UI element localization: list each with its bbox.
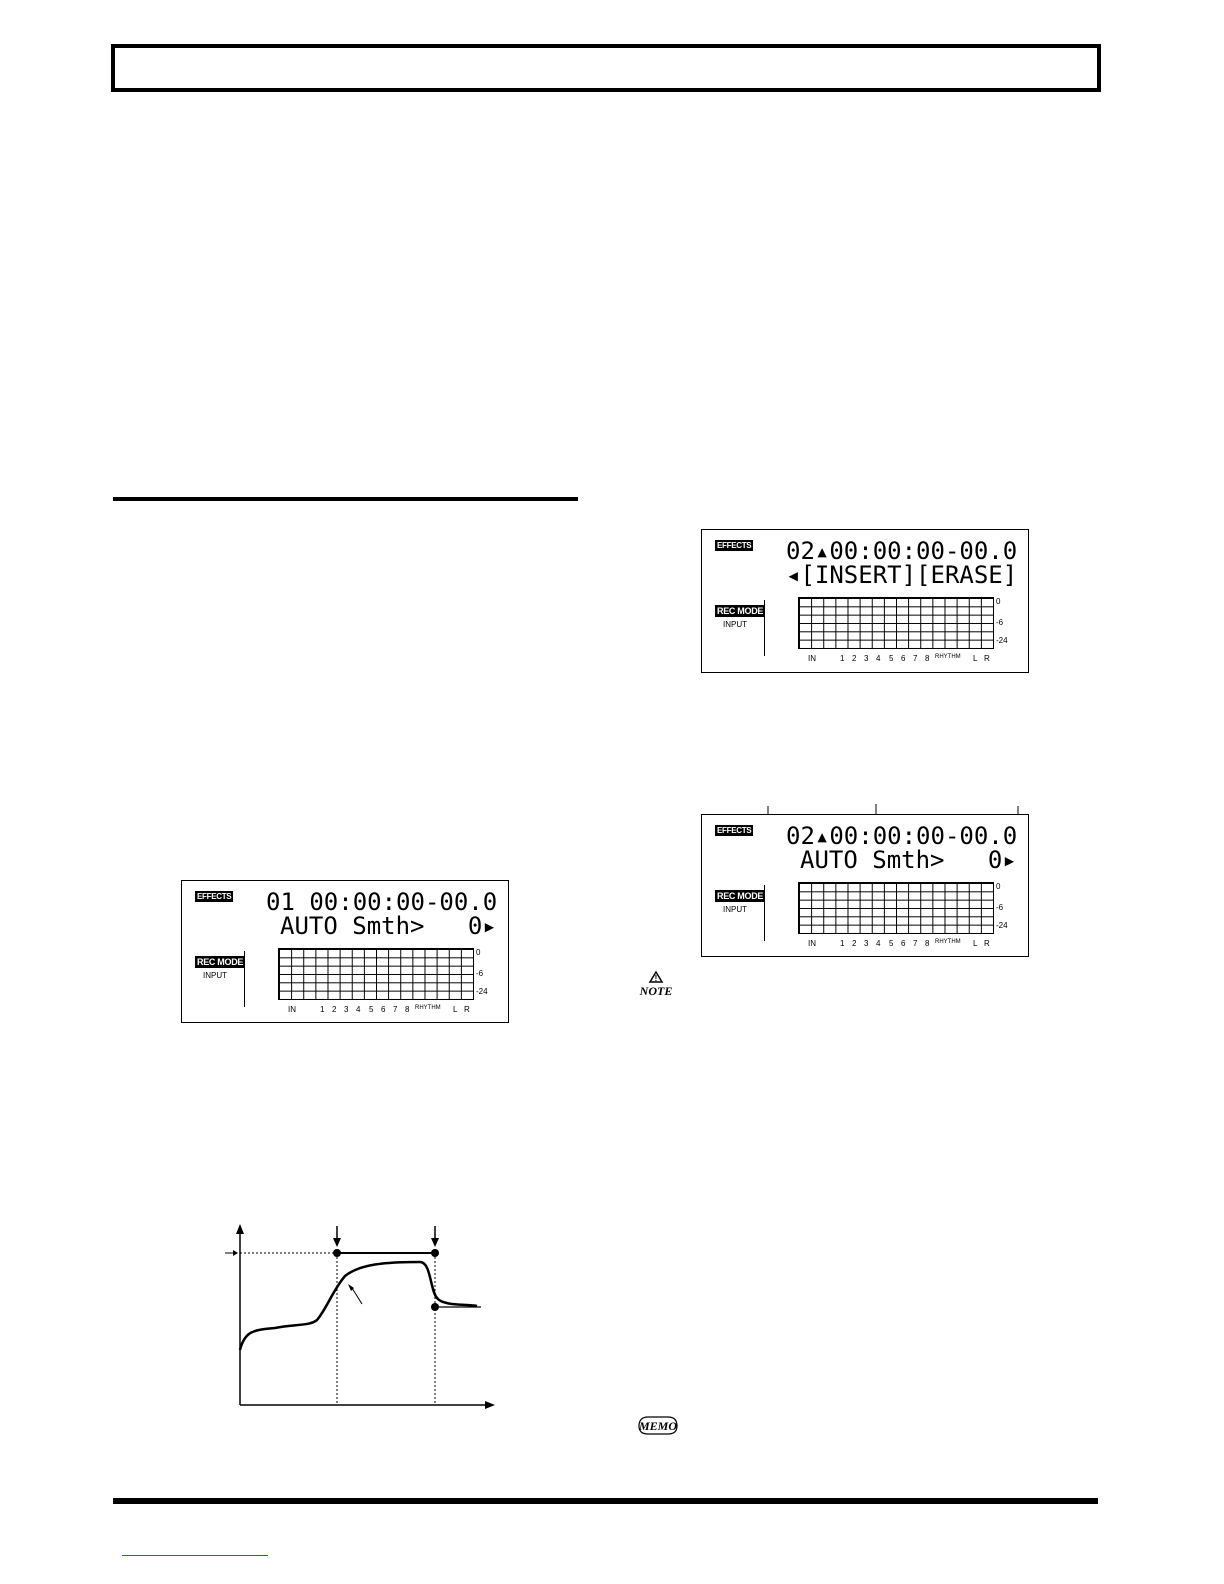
memo-icon-label: MEMO: [638, 1419, 678, 1433]
channel-label: 1: [840, 939, 845, 948]
channel-label: 2: [852, 654, 857, 663]
footer-rule: [113, 1498, 1098, 1504]
divider-line: [764, 885, 765, 941]
rec-mode-badge: REC MODE: [197, 957, 244, 967]
channel-label: R: [984, 654, 990, 663]
effects-badge: EFFECTS: [717, 826, 752, 835]
channel-label: 3: [344, 1005, 349, 1014]
scale-0: 0: [996, 882, 1001, 891]
channel-label: 1: [840, 654, 845, 663]
svg-text:!: !: [654, 974, 658, 983]
channel-label: 1: [320, 1005, 325, 1014]
channel-label: 7: [913, 654, 918, 663]
input-label: INPUT: [723, 620, 747, 629]
divider-line: [244, 951, 245, 1007]
channel-labels: [802, 939, 1002, 949]
effects-badge: EFFECTS: [197, 892, 232, 901]
channel-label: 4: [356, 1005, 361, 1014]
channel-label: RHYTHM: [935, 654, 961, 660]
channel-labels: [802, 654, 1002, 664]
channel-label: 7: [913, 939, 918, 948]
channel-label: 8: [405, 1005, 410, 1014]
lcd-display-3: [701, 814, 1029, 957]
channel-label: IN: [288, 1005, 296, 1014]
channel-label: 6: [381, 1005, 386, 1014]
scale-6: -6: [996, 903, 1004, 912]
lcd-line-1: 02▴00:00:00-00.0: [786, 822, 1018, 850]
lcd-line-1: 02▴00:00:00-00.0: [786, 537, 1018, 565]
channel-label: 5: [889, 654, 894, 663]
scale-0: 0: [476, 948, 481, 957]
memo-icon: [636, 1412, 680, 1438]
channel-label: 7: [393, 1005, 398, 1014]
lcd-line-1: 01 00:00:00-00.0: [266, 888, 498, 916]
channel-label: IN: [808, 939, 816, 948]
channel-label: 8: [925, 654, 930, 663]
section-rule: [113, 497, 578, 501]
effects-badge: EFFECTS: [717, 541, 752, 550]
channel-label: RHYTHM: [935, 939, 961, 945]
channel-label: 4: [876, 939, 881, 948]
scale-24: -24: [996, 921, 1008, 930]
channel-label: L: [453, 1005, 458, 1014]
scale-0: 0: [996, 597, 1001, 606]
channel-label: 4: [876, 654, 881, 663]
scale-6: -6: [476, 969, 484, 978]
channel-label: 2: [852, 939, 857, 948]
channel-label: 3: [864, 654, 869, 663]
channel-label: L: [973, 939, 978, 948]
level-meter-grid: [278, 948, 474, 1000]
channel-label: 3: [864, 939, 869, 948]
channel-label: 6: [901, 939, 906, 948]
channel-label: 8: [925, 939, 930, 948]
channel-label: 5: [889, 939, 894, 948]
level-graph: [225, 1220, 505, 1420]
scale-24: -24: [996, 636, 1008, 645]
channel-labels: [282, 1005, 482, 1015]
note-icon-label: NOTE: [639, 984, 673, 998]
lcd-line-2: AUTO Smth> 0▸: [800, 846, 1017, 874]
channel-label: RHYTHM: [415, 1005, 441, 1011]
level-meter-grid: [798, 882, 994, 934]
footer-link-underline[interactable]: [122, 1555, 268, 1556]
input-label: INPUT: [203, 971, 227, 980]
divider-line: [764, 600, 765, 656]
lcd-line-2: ◂[INSERT][ERASE]: [786, 561, 1018, 589]
channel-label: IN: [808, 654, 816, 663]
rec-mode-badge: REC MODE: [717, 606, 764, 616]
level-meter-grid: [798, 597, 994, 649]
channel-label: R: [464, 1005, 470, 1014]
scale-6: -6: [996, 618, 1004, 627]
note-icon: [636, 970, 676, 1000]
channel-label: R: [984, 939, 990, 948]
scale-24: -24: [476, 987, 488, 996]
lcd-display-1: [181, 880, 509, 1023]
channel-label: 2: [332, 1005, 337, 1014]
lcd-display-2: [701, 529, 1029, 673]
page-header-box: [111, 44, 1101, 92]
input-label: INPUT: [723, 905, 747, 914]
rec-mode-badge: REC MODE: [717, 891, 764, 901]
channel-label: 6: [901, 654, 906, 663]
channel-label: 5: [369, 1005, 374, 1014]
channel-label: L: [973, 654, 978, 663]
lcd-line-2: AUTO Smth> 0▸: [280, 912, 497, 940]
